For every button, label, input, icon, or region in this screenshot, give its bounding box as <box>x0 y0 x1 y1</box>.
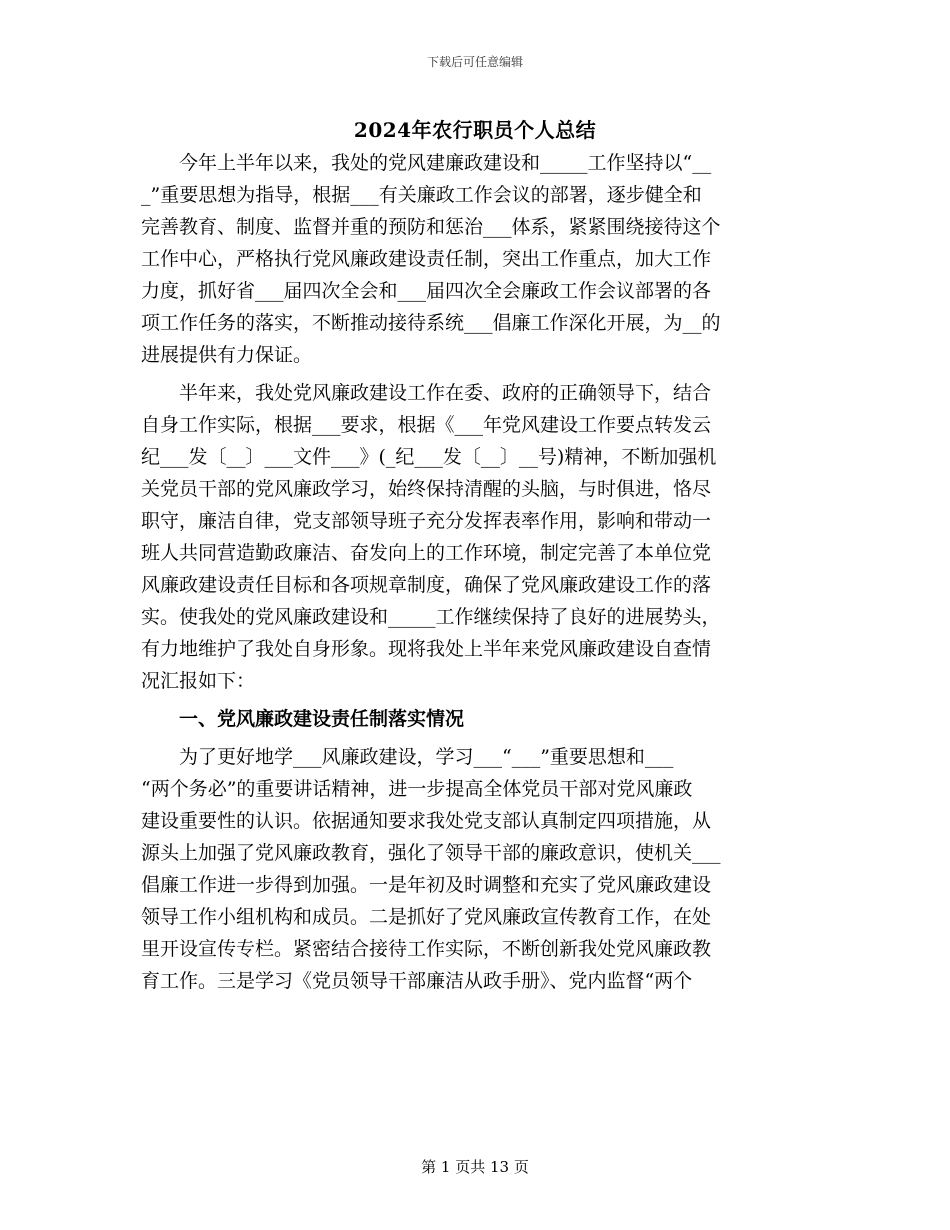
paragraph-line: 风廉政建设责任目标和各项规章制度，确保了党风廉政建设工作的落 <box>141 574 712 596</box>
paragraph-line: 倡廉工作进一步得到加强。一是年初及时调整和充实了党风廉政建设 <box>141 874 712 896</box>
paragraph-line: 领导工作小组机构和成员。二是抓好了党风廉政宣传教育工作，在处 <box>141 906 712 928</box>
paragraph-line: “两个务必”的重要讲话精神，进一步提高全体党员干部对党风廉政 <box>141 778 693 800</box>
paragraph-line: 建设重要性的认识。依据通知要求我处党支部认真制定四项措施，从 <box>141 810 712 832</box>
paragraph-line: 进展提供有力保证。 <box>141 344 313 366</box>
paragraph-1 <box>141 147 813 371</box>
paragraph-line: 职守，廉洁自律，党支部领导班子充分发挥表率作用，影响和带动一 <box>141 510 712 532</box>
paragraph-line: 为了更好地学___风廉政建设，学习___“___”重要思想和___ <box>179 746 674 768</box>
paragraph-line: 自身工作实际，根据___要求，根据《___年党风建设工作要点转发云 <box>141 414 712 436</box>
page-footer-number: 第 1 页共 13 页 <box>421 1158 529 1176</box>
paragraph-line: 源头上加强了党风廉政教育，强化了领导干部的廉政意识，使机关___ <box>141 842 721 864</box>
paragraph-line: 项工作任务的落实，不断推动接待系统___倡廉工作深化开展，为__的 <box>141 312 721 334</box>
document-body <box>141 147 813 997</box>
section-heading: 一、党风廉政建设责任制落实情况 <box>179 708 465 730</box>
paragraph-line: 班人共同营造勤政廉洁、奋发向上的工作环境，制定完善了本单位党 <box>141 542 712 564</box>
paragraph-line: _”重要思想为指导，根据___有关廉政工作会议的部署，逐步健全和 <box>141 184 702 206</box>
paragraph-2 <box>141 377 813 697</box>
paragraph-line: 完善教育、制度、监督并重的预防和惩治___体系，紧紧围绕接待这个 <box>141 216 721 238</box>
paragraph-line: 工作中心，严格执行党风廉政建设责任制，突出工作重点，加大工作 <box>141 248 712 270</box>
paragraph-line: 实。使我处的党风廉政建设和_____工作继续保持了良好的进展势头， <box>141 606 721 628</box>
paragraph-line: 有力地维护了我处自身形象。现将我处上半年来党风廉政建设自查情 <box>141 638 712 660</box>
paragraph-line: 纪___发〔__〕___文件___》(_纪___发〔__〕__号)精神，不断加强机 <box>141 446 717 468</box>
paragraph-line: 力度，抓好省___届四次全会和___届四次全会廉政工作会议部署的各 <box>141 280 712 302</box>
paragraph-line: 关党员干部的党风廉政学习，始终保持清醒的头脑，与时俱进，恪尽 <box>141 478 712 500</box>
page-header-note: 下载后可任意编辑 <box>426 55 523 69</box>
paragraph-line: 里开设宣传专栏。紧密结合接待工作实际，不断创新我处党风廉政教 <box>141 938 712 960</box>
paragraph-line: 今年上半年以来，我处的党风建廉政建设和_____工作坚持以“__ <box>179 152 712 174</box>
document-title: 2024年农行职员个人总结 <box>353 118 597 142</box>
paragraph-line: 况汇报如下： <box>141 670 256 692</box>
paragraph-line: 半年来，我处党风廉政建设工作在委、政府的正确领导下，结合 <box>179 382 712 404</box>
paragraph-line: 育工作。三是学习《党员领导干部廉洁从政手册》、党内监督“两个 <box>141 970 693 992</box>
paragraph-3 <box>141 741 813 997</box>
